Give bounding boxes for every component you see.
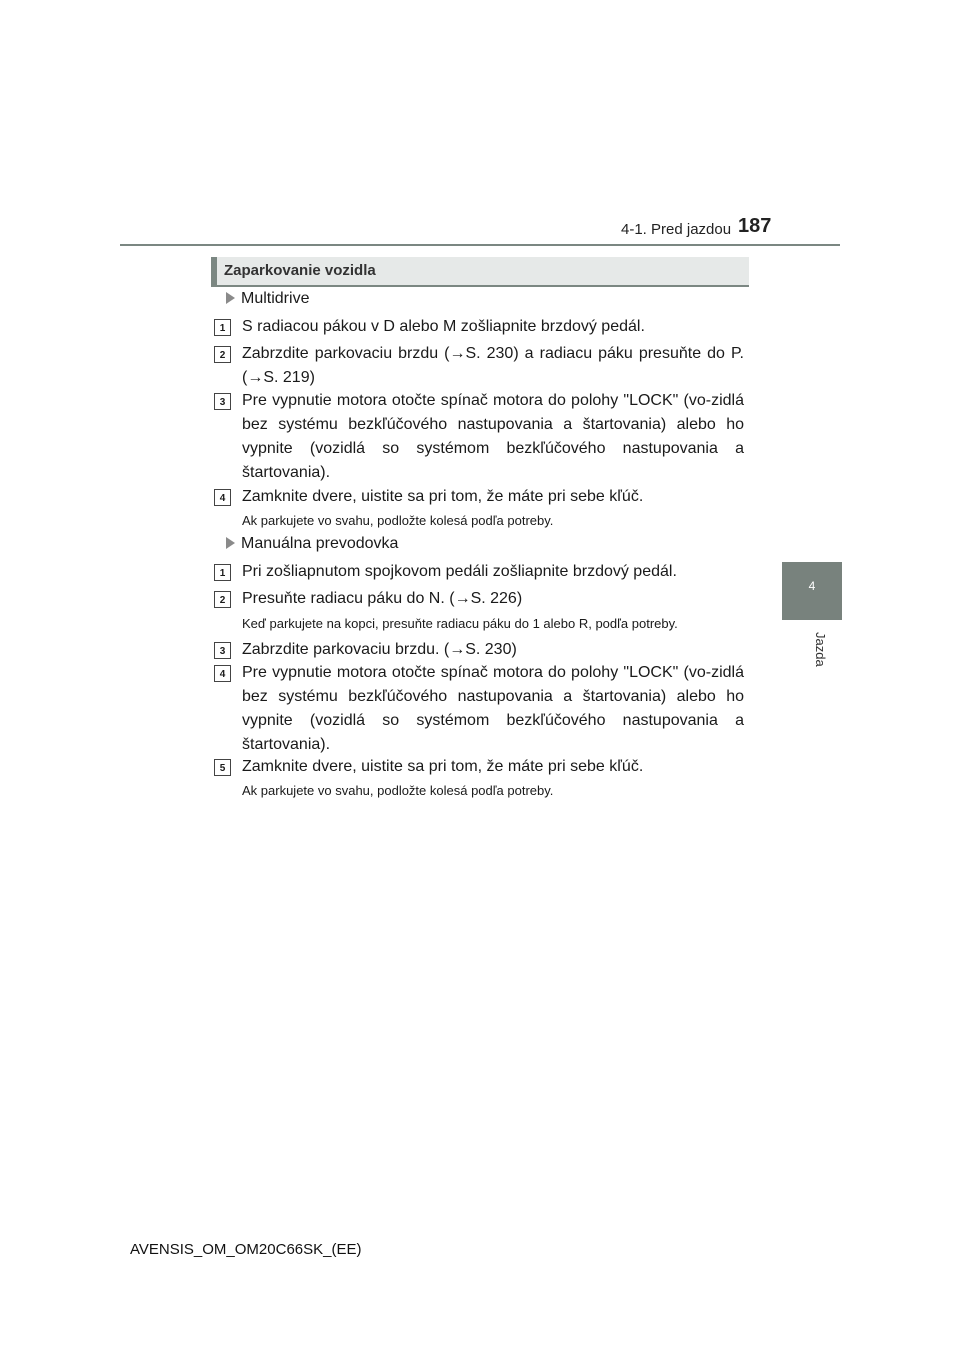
section-heading-bar xyxy=(211,257,217,285)
note-text: Ak parkujete vo svahu, podložte kolesá podľa potreby. xyxy=(242,783,554,798)
header-section-title: 4-1. Pred jazdou xyxy=(621,221,732,238)
step-number-badge: 1 xyxy=(214,319,231,336)
step-text: S radiacou pákou v D alebo M zošliapnite brzdový pedál. xyxy=(242,318,645,335)
triangle-bullet-icon xyxy=(226,537,235,549)
section-heading xyxy=(211,257,749,287)
header-rule xyxy=(120,244,840,246)
step-number-badge: 2 xyxy=(214,346,231,363)
note-text: Ak parkujete vo svahu, podložte kolesá podľa potreby. xyxy=(242,513,554,528)
step-number-badge: 5 xyxy=(214,759,231,776)
chapter-label: Jazda xyxy=(813,632,828,667)
step-number-badge: 3 xyxy=(214,393,231,410)
step-text: Zabrzdite parkovaciu brzdu. (→S. 230) xyxy=(242,641,517,658)
subsection-manual xyxy=(226,535,398,553)
step-text: Pre vypnutie motora otočte spínač motora do polohy "LOCK" (vo-zidlá bez systému bezkľúčového nastupovania a štartovania) alebo ho vypnite (vozidlá so systémom bezkľúčového nastupovania a štartovania). xyxy=(242,392,744,481)
step-text: Zamknite dvere, uistite sa pri tom, že máte pri sebe kľúč. xyxy=(242,488,644,505)
triangle-bullet-icon xyxy=(226,292,235,304)
step-number-badge: 3 xyxy=(214,642,231,659)
step-text: Zabrzdite parkovaciu brzdu (→S. 230) a radiacu páku presuňte do P. (→S. 219) xyxy=(242,345,744,386)
step-text: Presuňte radiacu páku do N. (→S. 226) xyxy=(242,590,523,607)
footer-code: AVENSIS_OM_OM20C66SK_(EE) xyxy=(130,1241,362,1258)
note-text: Keď parkujete na kopci, presuňte radiacu páku do 1 alebo R, podľa potreby. xyxy=(242,616,678,631)
step-number-badge: 4 xyxy=(214,489,231,506)
page-number: 187 xyxy=(738,215,772,237)
subsection-title: Manuálna prevodovka xyxy=(241,535,399,552)
step-text: Pre vypnutie motora otočte spínač motora do polohy "LOCK" (vo-zidlá bez systému bezkľúčového nastupovania a štartovania) alebo ho vypnite (vozidlá so systémom bezkľúčového nastupovania a štartovania). xyxy=(242,664,744,753)
subsection-multidrive xyxy=(226,290,309,308)
step-number-badge: 1 xyxy=(214,564,231,581)
section-heading-title: Zaparkovanie vozidla xyxy=(224,262,376,279)
step-number-badge: 4 xyxy=(214,665,231,682)
step-number-badge: 2 xyxy=(214,591,231,608)
step-text: Zamknite dvere, uistite sa pri tom, že máte pri sebe kľúč. xyxy=(242,758,644,775)
chapter-tab xyxy=(782,562,842,620)
subsection-title: Multidrive xyxy=(241,290,310,307)
chapter-number: 4 xyxy=(808,579,816,593)
step-text: Pri zošliapnutom spojkovom pedáli zošliapnite brzdový pedál. xyxy=(242,563,677,580)
